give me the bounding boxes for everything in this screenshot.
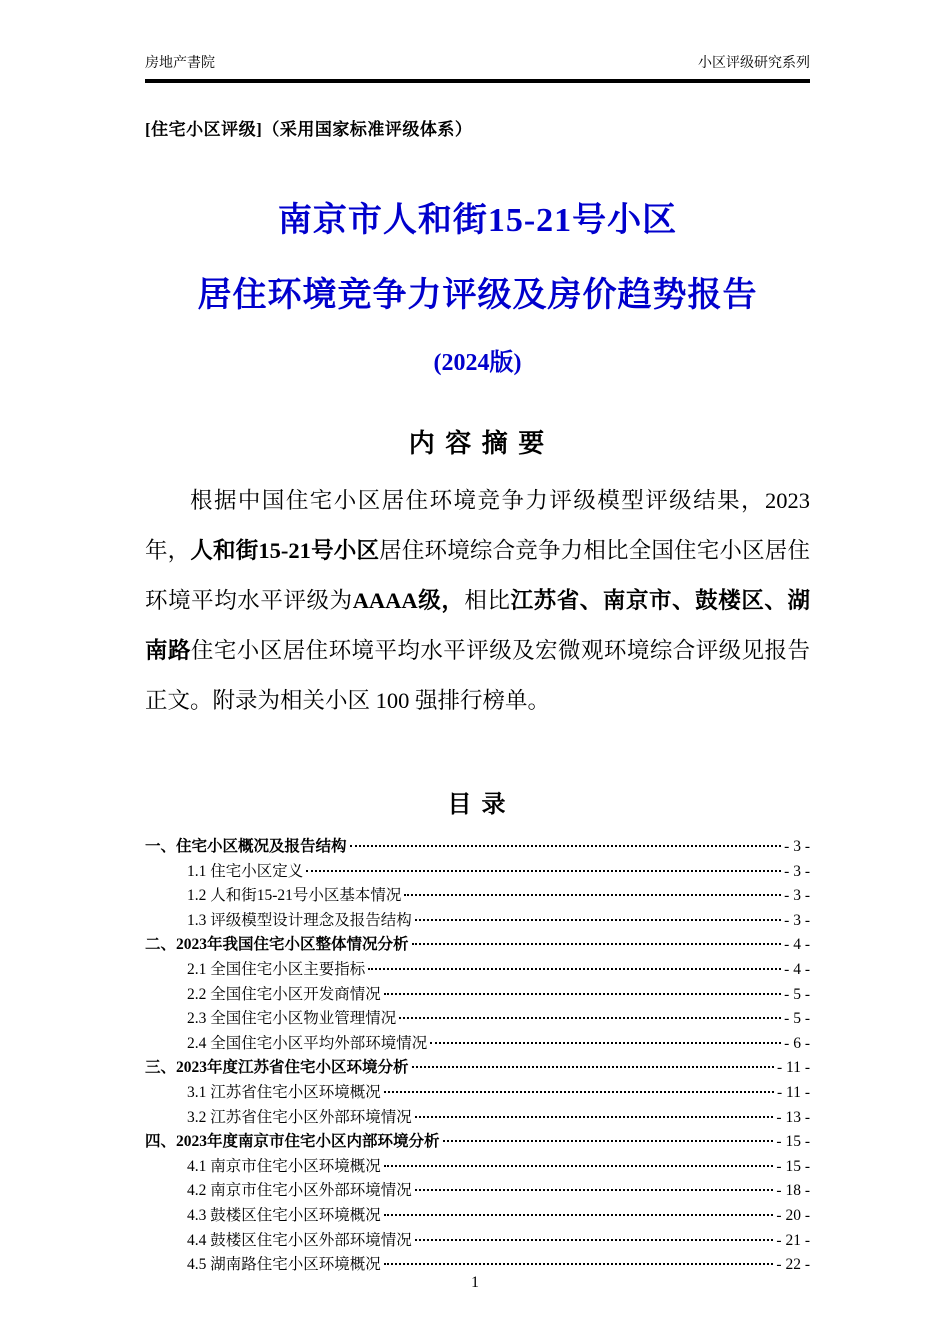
toc-entry-page: - 3 -: [784, 862, 810, 880]
toc-entry[interactable]: [145, 1007, 810, 1032]
abstract-heading: 内 容 摘 要: [408, 429, 547, 458]
toc-entry-page: - 5 -: [784, 985, 810, 1003]
toc-entry[interactable]: [145, 958, 810, 983]
toc-entry-label: 4.3 鼓楼区住宅小区环境概况: [187, 1206, 381, 1224]
toc-entry-page: - 5 -: [784, 1010, 810, 1028]
toc-entry-label: 2.4 全国住宅小区平均外部环境情况: [187, 1034, 428, 1052]
toc-entry-label: 4.2 南京市住宅小区外部环境情况: [187, 1182, 412, 1200]
toc-entry-page: - 4 -: [784, 936, 810, 954]
toc-entry-page: - 3 -: [784, 838, 810, 855]
toc-entry-page: - 3 -: [784, 887, 810, 905]
toc-dot-leader: [384, 1165, 774, 1167]
toc-heading: 目 录: [447, 792, 508, 818]
toc-dot-leader: [399, 1017, 781, 1019]
toc-dot-leader: [404, 894, 781, 896]
report-title-line2: 居住环境竞争力评级及房价趋势报告: [197, 277, 758, 314]
header-right-text: 小区评级研究系列: [698, 54, 810, 70]
toc-entry[interactable]: [145, 835, 810, 860]
toc-dot-leader: [412, 943, 782, 945]
page-number: 1: [471, 1274, 479, 1291]
toc-entry-page: - 20 -: [776, 1206, 810, 1224]
abstract-paragraph: [145, 476, 810, 726]
toc-entry-label: 2.2 全国住宅小区开发商情况: [187, 985, 381, 1003]
toc-entry-label: 3.1 江苏省住宅小区环境概况: [187, 1083, 381, 1101]
toc-entry[interactable]: [145, 1204, 810, 1229]
toc-entry-label: 3.2 江苏省住宅小区外部环境情况: [187, 1108, 412, 1126]
toc-entry-page: - 4 -: [784, 960, 810, 978]
toc-entry-label: 2.3 全国住宅小区物业管理情况: [187, 1010, 397, 1028]
toc-dot-leader: [415, 919, 781, 921]
toc-dot-leader: [384, 1263, 774, 1265]
toc-dot-leader: [415, 1189, 774, 1191]
toc-entry[interactable]: [145, 884, 810, 909]
toc-dot-leader: [368, 968, 781, 970]
toc-entry-page: - 15 -: [776, 1133, 810, 1151]
toc-entry-page: - 21 -: [776, 1231, 810, 1249]
toc-dot-leader: [384, 1214, 774, 1216]
toc: [145, 835, 810, 1278]
toc-entry-label: 三、2023年度江苏省住宅小区环境分析: [145, 1059, 409, 1077]
toc-entry-page: - 22 -: [776, 1256, 810, 1274]
toc-entry[interactable]: [145, 1032, 810, 1057]
toc-entry-page: - 11 -: [777, 1059, 810, 1077]
toc-entry-label: 4.4 鼓楼区住宅小区外部环境情况: [187, 1231, 412, 1249]
abstract-segment: AAAA级，: [352, 588, 465, 613]
toc-entry-page: - 18 -: [776, 1182, 810, 1200]
toc-entry[interactable]: [145, 1179, 810, 1204]
abstract-segment: 居住环境综合竞争力相比全国住宅小区居住环境平均水平评级为: [145, 538, 810, 613]
toc-entry-page: - 6 -: [784, 1034, 810, 1052]
toc-entry-page: - 15 -: [776, 1157, 810, 1175]
toc-entry[interactable]: [145, 909, 810, 934]
toc-entry[interactable]: [145, 1056, 810, 1081]
toc-entry[interactable]: [145, 983, 810, 1008]
toc-entry[interactable]: [145, 1081, 810, 1106]
toc-entry[interactable]: [145, 1229, 810, 1254]
toc-entry-label: 一、住宅小区概况及报告结构: [145, 838, 347, 855]
toc-entry[interactable]: [145, 1106, 810, 1131]
toc-entry[interactable]: [145, 933, 810, 958]
abstract-segment: 江苏省、南京市、鼓楼区、湖南路: [145, 588, 810, 663]
series-label: [住宅小区评级]（采用国家标准评级体系）: [145, 120, 473, 139]
toc-entry-label: 1.3 评级模型设计理念及报告结构: [187, 911, 412, 929]
toc-entry[interactable]: [145, 860, 810, 885]
toc-dot-leader: [412, 1066, 774, 1068]
toc-entry[interactable]: [145, 1155, 810, 1180]
toc-entry-label: 2.1 全国住宅小区主要指标: [187, 960, 366, 978]
toc-dot-leader: [415, 1239, 774, 1241]
toc-dot-leader: [430, 1042, 781, 1044]
toc-entry-label: 1.2 人和街15-21号小区基本情况: [187, 887, 402, 905]
toc-dot-leader: [415, 1116, 774, 1118]
toc-dot-leader: [350, 845, 782, 847]
toc-dot-leader: [306, 870, 781, 872]
title-block: [145, 192, 810, 377]
toc-entry[interactable]: [145, 1130, 810, 1155]
report-edition: (2024版): [433, 350, 522, 376]
toc-entry-label: 四、2023年度南京市住宅小区内部环境分析: [145, 1133, 440, 1151]
abstract-segment: 人和街15-21号小区: [190, 538, 380, 563]
abstract-segment: 住宅小区居住环境平均水平评级及宏微观环境综合评级见报告正文。附录为相关小区 100 强排行榜单。: [145, 638, 810, 713]
header-left-text: 房地产書院: [145, 54, 215, 70]
header-rule: [145, 79, 810, 83]
toc-dot-leader: [384, 1091, 774, 1093]
toc-entry-label: 4.1 南京市住宅小区环境概况: [187, 1157, 381, 1175]
page-header: [145, 52, 810, 72]
toc-entry-page: - 11 -: [777, 1083, 810, 1101]
toc-entry-label: 1.1 住宅小区定义: [187, 862, 304, 880]
toc-dot-leader: [443, 1140, 774, 1142]
toc-dot-leader: [384, 993, 781, 995]
report-title-line1: 南京市人和街15-21号小区: [277, 202, 678, 239]
toc-entry-page: - 3 -: [784, 911, 810, 929]
toc-entry-label: 4.5 湖南路住宅小区环境概况: [187, 1256, 381, 1274]
abstract-segment: 相比: [464, 588, 511, 613]
toc-entry-page: - 13 -: [776, 1108, 810, 1126]
abstract-segment: 根据中国住宅小区居住环境竞争力评级模型评级结果，2023 年，: [145, 488, 810, 563]
toc-entry-label: 二、2023年我国住宅小区整体情况分析: [145, 936, 409, 954]
